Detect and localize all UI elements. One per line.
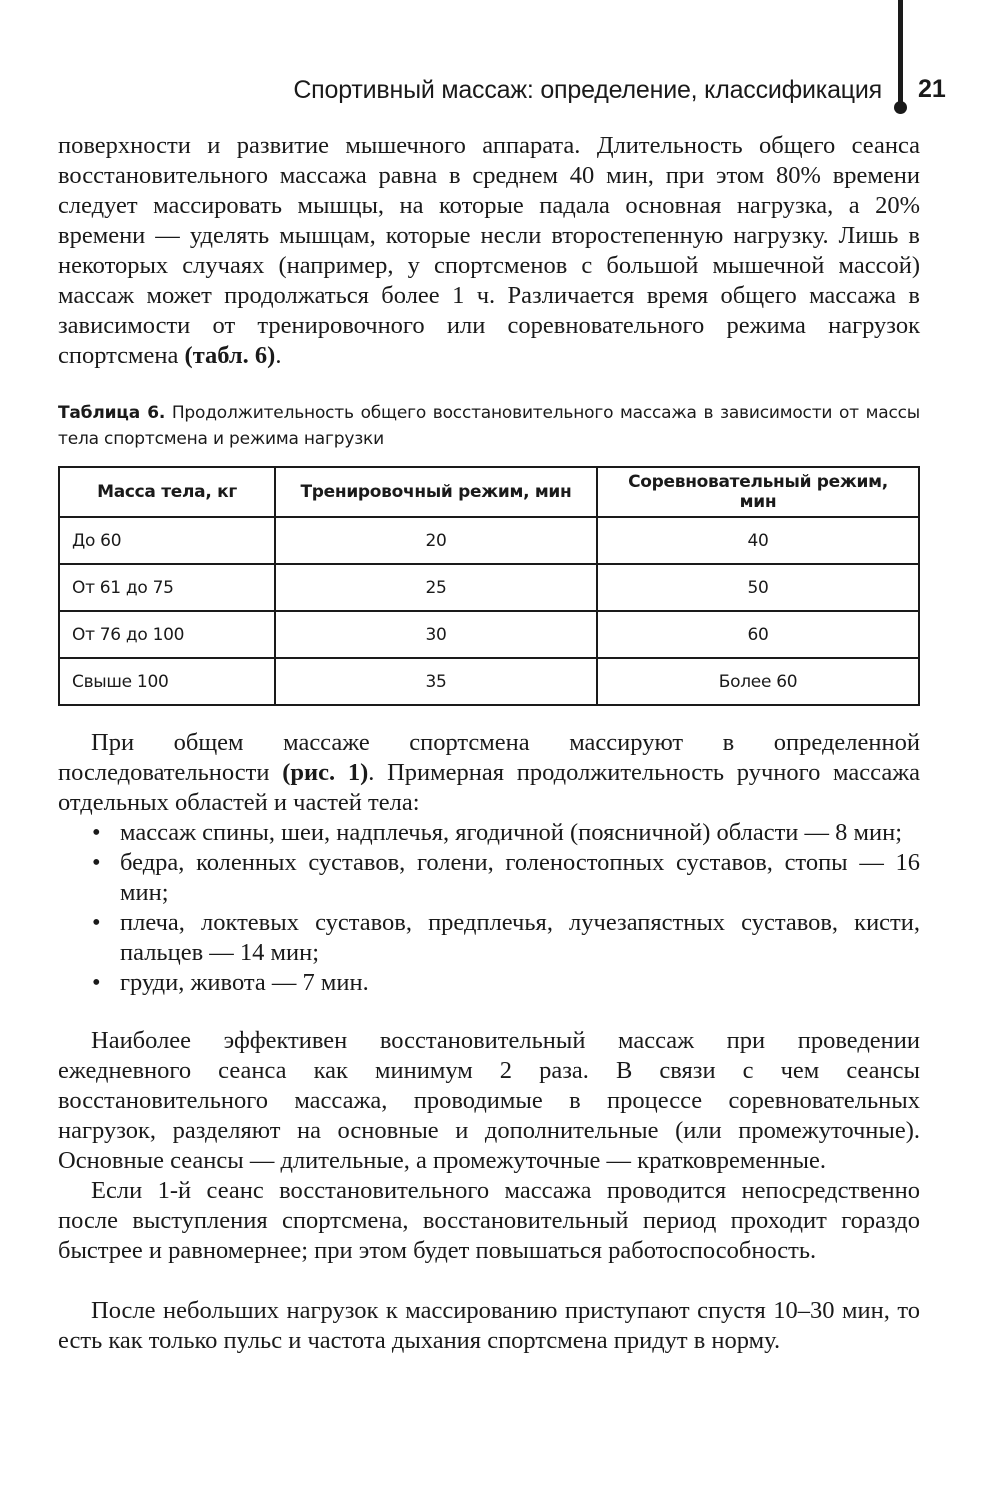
list-item (58, 818, 920, 848)
paragraph-1-end: . (275, 342, 282, 369)
massage-duration-table (58, 466, 920, 706)
table-row (59, 658, 919, 705)
paragraph-4: Если 1-й сеанс восстановительного массажа проводится непосредственно после выступления спортсмена, восстановительный период проходит гораздо быстрее и равномернее; при этом будет повышаться работоспособность. (58, 1177, 920, 1264)
cell-competition: 60 (597, 611, 919, 658)
paragraph-2 (58, 728, 920, 818)
cell-training: 20 (275, 517, 597, 564)
header-training-mode: Тренировочный режим, мин (275, 467, 597, 517)
header-rule-dot (894, 101, 907, 114)
bullet-marker: • (92, 969, 101, 996)
paragraph-2-start: При общем массаже спортсмена массируют в определенной последовательности (58, 729, 920, 786)
bullet-marker: • (92, 909, 101, 936)
table-row (59, 611, 919, 658)
table-caption-text: Продолжительность общего восстановительного массажа в зависимости от массы тела спортсмена и режима нагрузки (58, 403, 920, 449)
paragraph-3: Наиболее эффективен восстановительный массаж при проведении ежедневного сеанса как минимум 2 раза. В связи с чем сеансы восстановительного массажа, проводимые в процессе соревновательных нагрузок, разделяют на основные и дополнительные (или промежуточные). Основные сеансы — длительные, а промежуточные — кратковременные. (58, 1027, 920, 1174)
header-body-mass: Масса тела, кг (59, 467, 275, 517)
running-head: Спортивный массаж: определение, классификация (293, 76, 882, 104)
table-caption-label: Таблица 6. (58, 403, 166, 423)
header-vertical-rule (898, 0, 903, 108)
list-item-text: плеча, локтевых суставов, предплечья, лучезапястных суставов, кисти, пальцев — 14 мин; (120, 909, 920, 966)
cell-competition: 50 (597, 564, 919, 611)
cell-training: 30 (275, 611, 597, 658)
list-item-text: груди, живота — 7 мин. (120, 969, 369, 996)
bullet-marker: • (92, 819, 101, 846)
list-item-text: бедра, коленных суставов, голени, голеностопных суставов, стопы — 16 мин; (120, 849, 920, 906)
cell-body-mass: Свыше 100 (59, 658, 275, 705)
paragraph-1-text: поверхности и развитие мышечного аппарата. Длительность общего сеанса восстановительного массажа равна в среднем 40 мин, при этом 80% времени следует массировать мышцы, на которые падала основная нагрузка, а 20% времени — уделять мышцам, которые несли второстепенную нагрузку. Лишь в некоторых случаях (например, у спортсменов с большой мышечной массой) массаж может продолжаться более 1 ч. Различается время общего массажа в зависимости от тренировочного или соревновательного режима нагрузок спортсмена (58, 132, 920, 369)
table-row (59, 564, 919, 611)
figure-reference: (рис. 1) (282, 759, 369, 786)
cell-body-mass: До 60 (59, 517, 275, 564)
table-row (59, 517, 919, 564)
table-header-row (59, 467, 919, 517)
table-caption (58, 400, 920, 452)
bullet-list (58, 818, 920, 998)
cell-training: 35 (275, 658, 597, 705)
page-number: 21 (918, 75, 946, 103)
paragraph-2-end: . Примерная продолжительность ручного массажа отдельных областей и частей тела: (58, 759, 920, 816)
list-item (58, 848, 920, 908)
bullet-marker: • (92, 849, 101, 876)
list-item-text: массаж спины, шеи, надплечья, ягодичной (поясничной) области — 8 мин; (120, 819, 903, 846)
cell-competition: 40 (597, 517, 919, 564)
cell-training: 25 (275, 564, 597, 611)
table-reference: (табл. 6) (184, 342, 276, 369)
paragraph-1 (58, 131, 920, 371)
list-item (58, 908, 920, 968)
paragraph-5: После небольших нагрузок к массированию приступают спустя 10–30 мин, то есть как только пульс и частота дыхания спортсмена придут в норму. (58, 1297, 920, 1354)
cell-competition: Более 60 (597, 658, 919, 705)
cell-body-mass: От 61 до 75 (59, 564, 275, 611)
cell-body-mass: От 76 до 100 (59, 611, 275, 658)
list-item (58, 968, 920, 998)
header-competition-mode: Соревновательный режим, мин (597, 467, 919, 517)
